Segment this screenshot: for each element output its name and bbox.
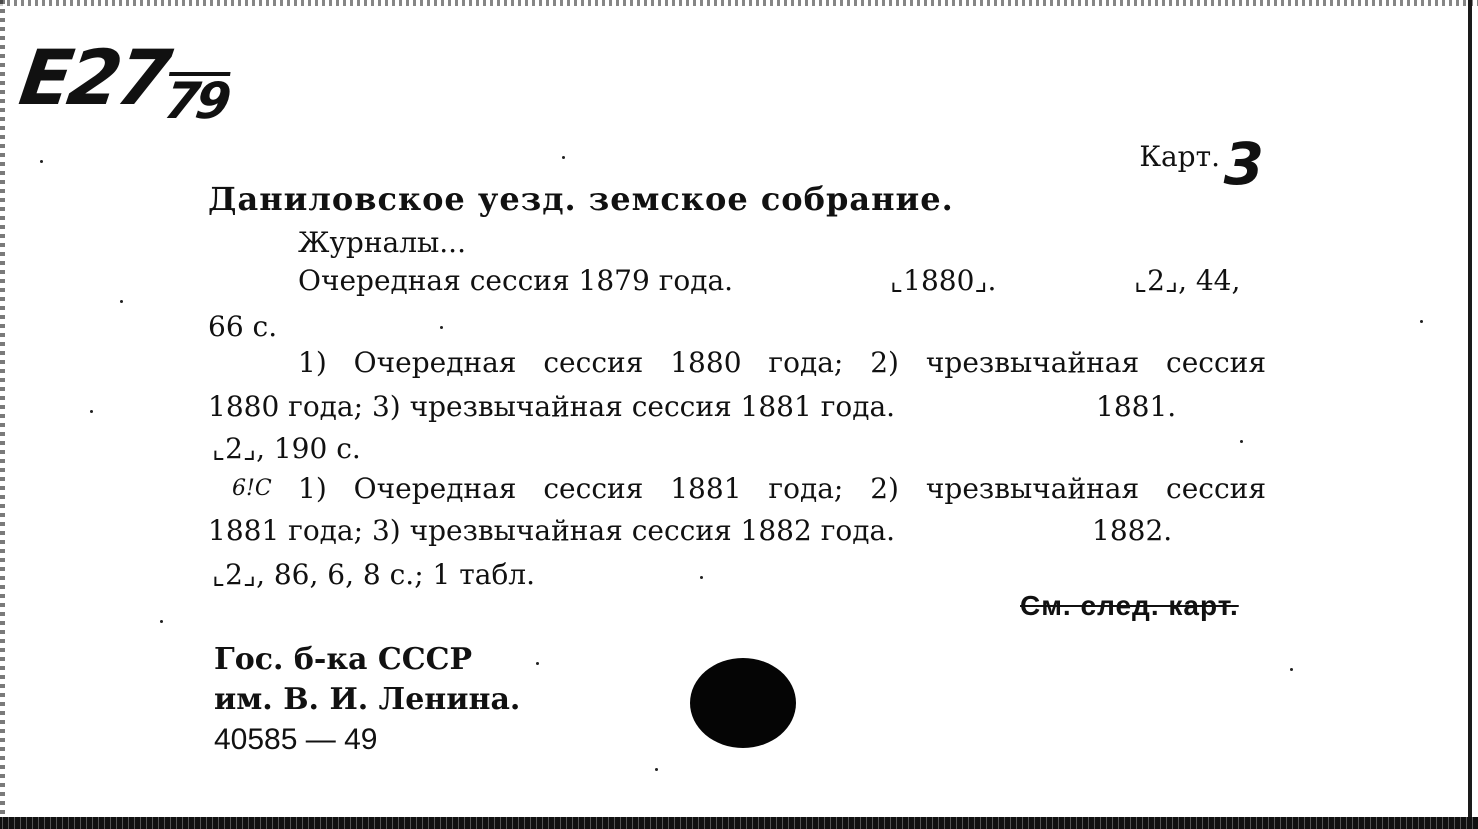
scan-speck bbox=[1420, 320, 1423, 323]
session1-year: ⌞1880⌟. bbox=[890, 264, 997, 297]
scan-speck bbox=[40, 160, 43, 163]
scan-edge-left bbox=[0, 0, 5, 829]
session1-title: Очередная сессия 1879 года. bbox=[298, 264, 734, 297]
scan-speck bbox=[1290, 668, 1293, 671]
scan-speck bbox=[700, 576, 703, 579]
scan-speck bbox=[536, 662, 539, 665]
session2-line1: 1) Очередная сессия 1880 года; 2) чрезвычайная сессия bbox=[298, 346, 1266, 379]
session2-line2: 1880 года; 3) чрезвычайная сессия 1881 года. bbox=[208, 390, 896, 423]
scan-speck bbox=[120, 300, 123, 303]
library-stamp bbox=[214, 640, 520, 760]
journals-title: Журналы... bbox=[298, 226, 466, 259]
session3-mark: 6!C bbox=[232, 476, 272, 501]
session3-line3: ⌞2⌟, 86, 6, 8 с.; 1 табл. bbox=[212, 558, 535, 591]
card-heading: Даниловское уезд. земское собрание. bbox=[208, 180, 954, 218]
punch-hole bbox=[690, 658, 796, 748]
session3-line1: 1) Очередная сессия 1881 года; 2) чрезвычайная сессия bbox=[298, 472, 1266, 505]
session2-year: 1881. bbox=[1096, 390, 1177, 423]
scan-speck bbox=[440, 326, 443, 329]
shelfmark bbox=[14, 33, 235, 130]
card-label: Карт. bbox=[1139, 140, 1220, 173]
session1-pages: 66 с. bbox=[208, 310, 278, 343]
scan-speck bbox=[1240, 440, 1243, 443]
session2-line3: ⌞2⌟, 190 с. bbox=[212, 432, 361, 465]
scan-speck bbox=[90, 410, 93, 413]
scan-edge-top bbox=[0, 0, 1478, 6]
scan-speck bbox=[160, 620, 163, 623]
scan-speck bbox=[562, 156, 565, 159]
shelfmark-main: E27 bbox=[14, 33, 173, 122]
scan-edge-right bbox=[1468, 0, 1472, 829]
shelfmark-sub: 79 bbox=[161, 72, 231, 130]
stamp-line-number: 40585 — 49 bbox=[214, 723, 378, 756]
see-next-card: См. след. карт. bbox=[1020, 590, 1239, 621]
scan-edge-bottom bbox=[0, 817, 1478, 829]
session3-year: 1882. bbox=[1092, 514, 1173, 547]
card-number: 3 bbox=[1223, 130, 1264, 198]
session3-line2: 1881 года; 3) чрезвычайная сессия 1882 года. bbox=[208, 514, 896, 547]
scan-speck bbox=[655, 768, 658, 771]
stamp-line-name: им. В. И. Ленина. bbox=[214, 682, 521, 717]
session1-volumes: ⌞2⌟, 44, bbox=[1134, 264, 1241, 297]
stamp-line-library: Гос. б-ка СССР bbox=[214, 642, 473, 677]
